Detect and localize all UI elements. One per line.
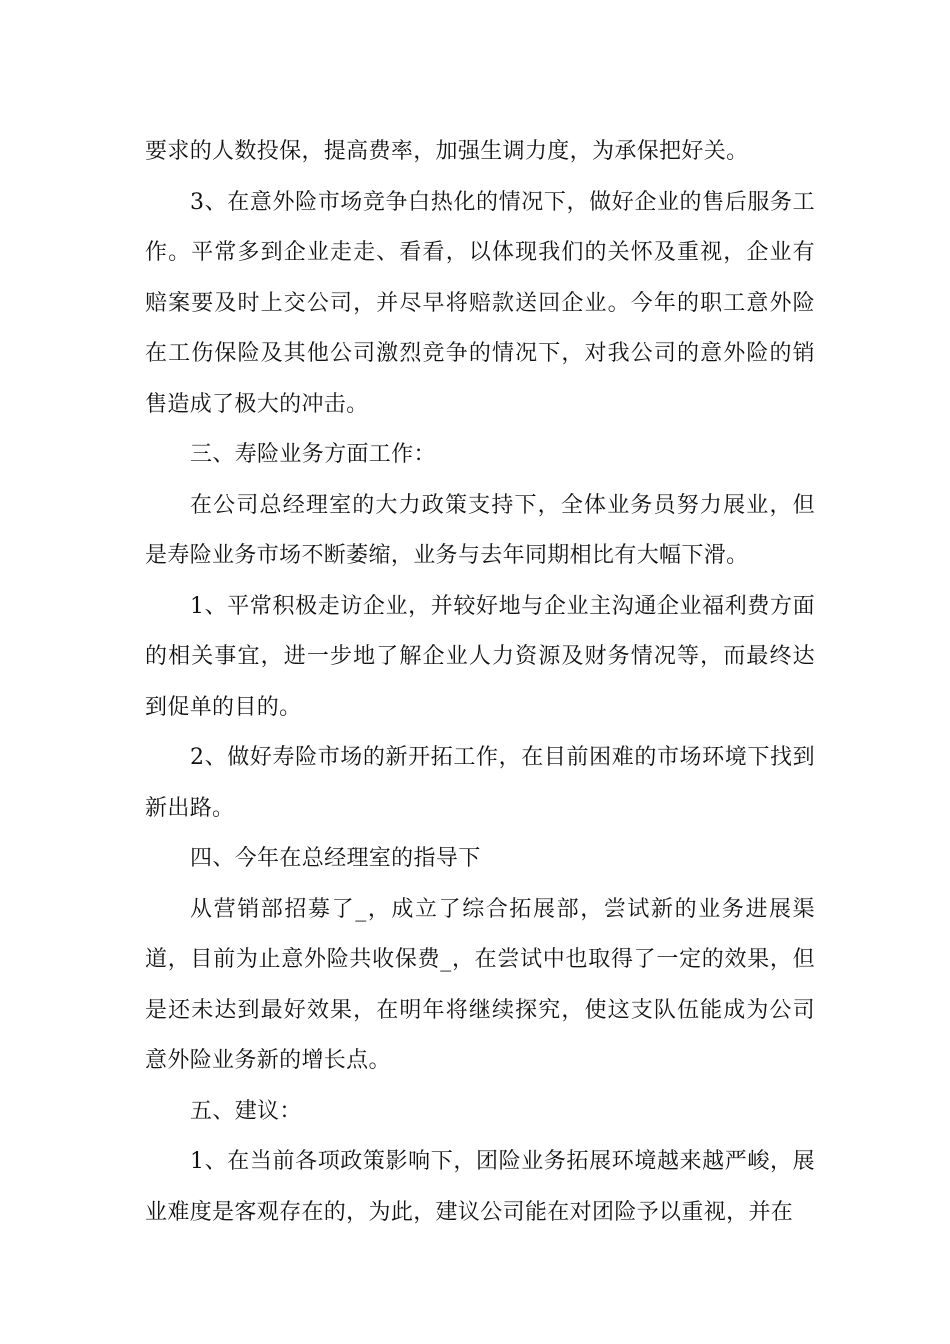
section-heading-3: 三、寿险业务方面工作： xyxy=(190,442,436,467)
paragraph-2: 3、在意外险市场竞争白热化的情况下，做好企业的售后服务工作。平常多到企业走走、看看，以体现我们的关怀及重视，企业有赔案要及时上交公司，并尽早将赔款送回企业。今年的职工意外险在工伤保险及其他公司激烈竞争的情况下，对我公司的意外险的销售造成了极大的冲击。 xyxy=(145,189,815,417)
paragraph-10: 1、在当前各项政策影响下，团险业务拓展环境越来越严峻，展业难度是客观存在的，为此，建议公司能在对团险予以重视，并在 xyxy=(145,1149,815,1225)
document-body xyxy=(145,127,815,1238)
section-heading-4: 四、今年在总经理室的指导下 xyxy=(190,846,481,871)
section-heading-5: 五、建议： xyxy=(190,1098,302,1124)
paragraph-4: 在公司总经理室的大力政策支持下，全体业务员努力展业，但是寿险业务市场不断萎缩，业务与去年同期相比有大幅下滑。 xyxy=(145,492,815,568)
paragraph-6: 2、做好寿险市场的新开拓工作，在目前困难的市场环境下找到新出路。 xyxy=(145,745,815,821)
paragraph-5: 1、平常积极走访企业，并较好地与企业主沟通企业福利费方面的相关事宜，进一步地了解企业人力资源及财务情况等，而最终达到促单的目的。 xyxy=(145,593,815,720)
paragraph-1: 要求的人数投保，提高费率，加强生调力度，为承保把好关。 xyxy=(145,139,749,164)
paragraph-8: 从营销部招募了_，成立了综合拓展部，尝试新的业务进展渠道，目前为止意外险共收保费_，在尝试中也取得了一定的效果，但是还未达到最好效果，在明年将继续探究，使这支队伍能成为公司意外险业务新的增长点。 xyxy=(145,896,815,1073)
